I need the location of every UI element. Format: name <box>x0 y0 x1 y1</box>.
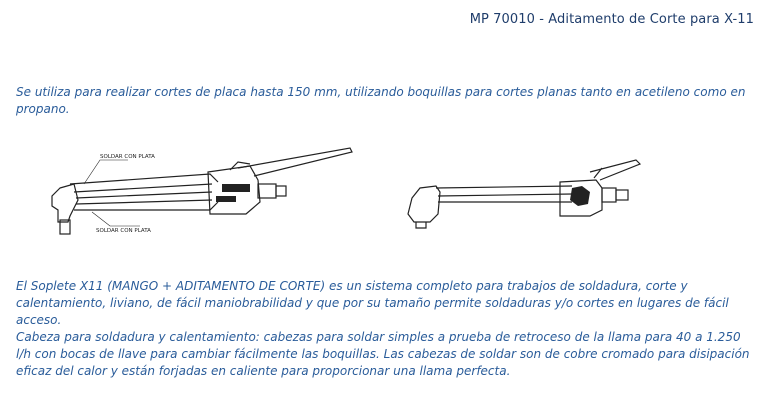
exterior-connector-shape <box>602 188 616 202</box>
label-solder-top: SOLDAR CON PLATA <box>100 154 155 160</box>
exterior-lever-shape <box>590 160 640 180</box>
section-drawing-svg <box>40 140 370 250</box>
head-shape <box>52 184 78 222</box>
description-paragraph-2: Cabeza para soldadura y calentamiento: cabezas para soldar simples a prueba de retroceso de la llama para 40 a 1.250 l/h con bocas de llave para cambiar fácilmente las boquillas. Las cabezas de soldar son de cobre cromado para disipación eficaz del calor y están forjadas en caliente para proporcionar una llama perfecta. <box>16 330 750 378</box>
cutting-attachment-section-drawing <box>40 140 370 250</box>
hex-nut-shape <box>570 186 590 206</box>
cutting-attachment-exterior-drawing <box>396 158 656 230</box>
exterior-drawing-svg <box>396 158 656 230</box>
connector-shape <box>258 184 276 198</box>
page-title: MP 70010 - Aditamento de Corte para X-11 <box>469 12 754 27</box>
description-block <box>16 278 752 380</box>
label-solder-bottom: SOLDAR CON PLATA <box>96 228 151 234</box>
lever-shape <box>238 148 352 176</box>
description-paragraph-1: El Soplete X11 (MANGO + ADITAMENTO DE CORTE) es un sistema completo para trabajos de soldadura, corte y calentamiento, liviano, de fácil maniobrabilidad y que por su tamaño permite soldaduras y/o cortes en lugares de fácil acceso. <box>16 279 729 327</box>
exterior-head-shape <box>408 186 440 222</box>
intro-paragraph: Se utiliza para realizar cortes de placa hasta 150 mm, utilizando boquillas para cortes planas tanto en acetileno como en propano. <box>16 85 746 116</box>
valve-core-shape <box>222 184 250 192</box>
